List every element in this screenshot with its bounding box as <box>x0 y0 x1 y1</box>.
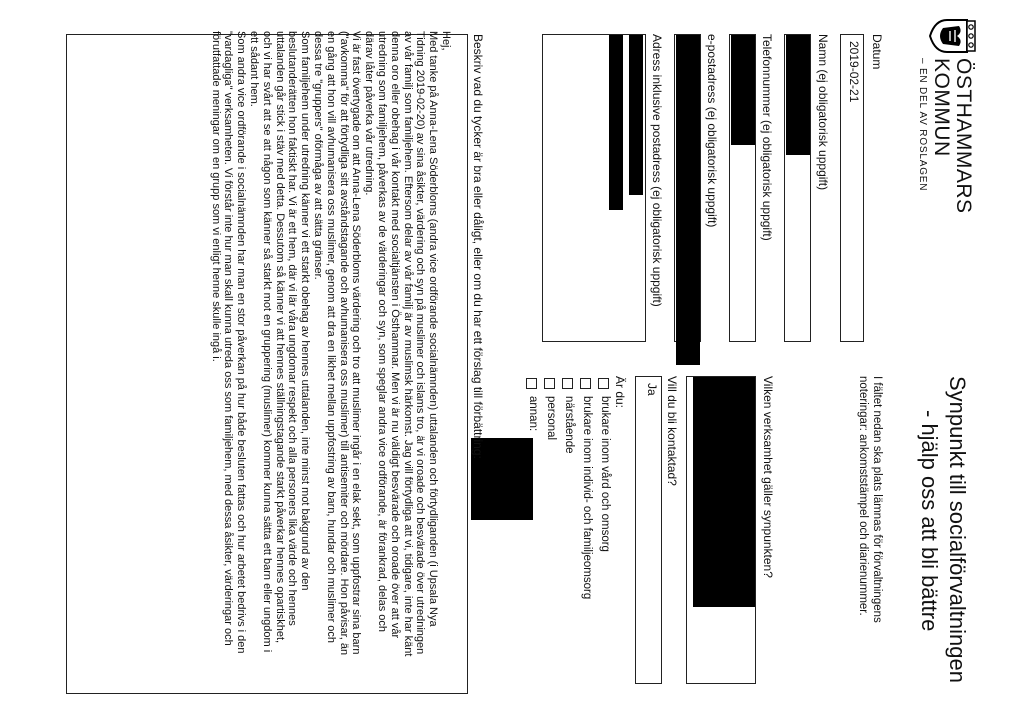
describe-label: Beskriv vad du tycker är bra eller dåligt, eller om du har ett förslag till förbättring: <box>471 34 485 459</box>
crest-icon <box>929 18 977 54</box>
verksamhet-field[interactable] <box>686 376 756 684</box>
office-note-line2: noteringar: ankomststämpel och diarienummer. <box>857 376 869 616</box>
office-note <box>856 376 884 676</box>
datum-label: Datum <box>870 34 884 70</box>
page-title: Synpunkt till socialförvaltningen <box>945 376 970 683</box>
letter-paragraph: Vi är fast övertygade om att Anna-Lena Söderbloms värdering och tro att muslimer ingår i en elak sekt, som uppfostrar sina barn ("avkomma" för att förtydliga sitt avståndstagande och avhumanisera oss muslimer) till antisemiter och mördare. Hon påvisar, än en gång att hon vill avhumanisera oss muslimer, genom att dra en likhet mellan uppfostring av barn, hundar och muslimer och dessa tre "gruppers" oförmåga av att sätta gränser. <box>312 31 363 656</box>
telefon-label: Telefonnummer (ej obligatorisk uppgift) <box>760 34 774 241</box>
role-option: personal <box>545 396 557 441</box>
redaction-block <box>786 35 810 155</box>
redaction-block <box>731 35 755 145</box>
datum-field[interactable] <box>840 34 864 342</box>
page-subtitle: - hjälp oss att bli bättre <box>917 410 942 632</box>
redaction-block <box>629 35 643 195</box>
role-option: närstående <box>563 396 575 454</box>
office-stamp-area <box>787 376 853 666</box>
org-name-line1: ÖSTHAMMARS <box>952 58 975 214</box>
org-name <box>930 58 974 214</box>
role-checkbox[interactable] <box>544 378 555 389</box>
letter-paragraph: Som familjehem under utredning känner vi ett starkt obehag av hennes uttalanden, inte minst mot bakgrund av den beslutanderätten hon faktiskt har. Vi är ett hem, där vi lär våra ungdomar respekt och alla personers lika värde och hennes uttalanden går stick i stäv med detta. Dessutom så känner vi att hennes ställningstagande starkt påverkar hennes opartiskhet, och vi har svårt att se att någon som känner så starkt mot en gruppering (muslimer) kommer kunna sätta ett barn eller ungdom i ett sådant hem. <box>248 31 312 653</box>
role-checkbox[interactable] <box>526 378 537 389</box>
role-label: Är du: <box>613 376 627 409</box>
verksamhet-label: Vilken verksamhet gäller synpunkten? <box>761 376 775 578</box>
kontakt-label: Vill du bli kontaktad? <box>665 376 679 486</box>
telefon-field[interactable] <box>729 34 756 342</box>
namn-field[interactable] <box>784 34 811 342</box>
epost-label: e-postadress (ej obligatorisk uppgift) <box>705 34 719 228</box>
adress-field[interactable] <box>542 34 646 342</box>
redaction-block <box>609 35 623 210</box>
role-checkbox[interactable] <box>580 378 591 389</box>
description-text <box>64 31 452 660</box>
office-note-line1: I fältet nedan ska plats lämnas för förvaltningens <box>871 376 883 623</box>
redaction-block <box>693 377 755 607</box>
letter-paragraph: Som andra vice ordförande i socialnämnden har man en stor påverkan på hur både besluten fattas och hur arbetet bedrivs i den "vardagliga" verksamheten. Vi förstår inte hur man skall kunna utreda oss som familjehem, med dessa åsikter, värderingar och förutfattade meningar om en grupp som vi enligt henne skulle ingå i. <box>209 31 248 654</box>
role-option: brukare inom individ- och familjeomsorg <box>581 396 593 600</box>
adress-label: Adress inklusive postadress (ej obligatorisk uppgift) <box>650 34 664 307</box>
kontakt-field[interactable] <box>635 376 662 684</box>
redaction-block <box>676 35 700 365</box>
role-option: annan: <box>527 396 539 432</box>
kontakt-value: Ja <box>645 383 659 396</box>
letter-paragraph: Med tanke på Anna-Lena Söderbloms (andra vice ordförande socialnämnden) uttalanden och förtydliganden (i Upsala Nya Tidning 2019-02-20) av sina åsikter, värdering och syn på muslimer och islams tro, är vi oroade och besvärade över utredningen av vår familj som familjehem. Eftersom delar av vår familj är av muslimsk härkomst. Jag vill förtydliga att vi, tidigare, inte har känt denna oro eller obehag i vår kontakt med socialtjänsten i Östhammar. Men vi är nu väldigt besvärade och oroade över att vår utredning som familjehem, påverkas av de värderingar och syn, som speglar andra vice ordförande, är förankrad, delas och därav låter påverka vår utredning. <box>363 31 440 657</box>
epost-field[interactable] <box>674 34 701 342</box>
org-tagline: – EN DEL AV ROSLAGEN <box>917 58 928 192</box>
role-checkbox[interactable] <box>598 378 609 389</box>
datum-value: 2019-02-21 <box>847 41 861 103</box>
letter-greeting: Hej, <box>440 31 452 51</box>
org-name-line2: KOMMUN <box>930 58 953 157</box>
role-checkbox[interactable] <box>562 378 573 389</box>
role-option: brukare inom vård och omsorg <box>599 396 611 552</box>
namn-label: Namn (ej obligatorisk uppgift) <box>816 34 830 191</box>
